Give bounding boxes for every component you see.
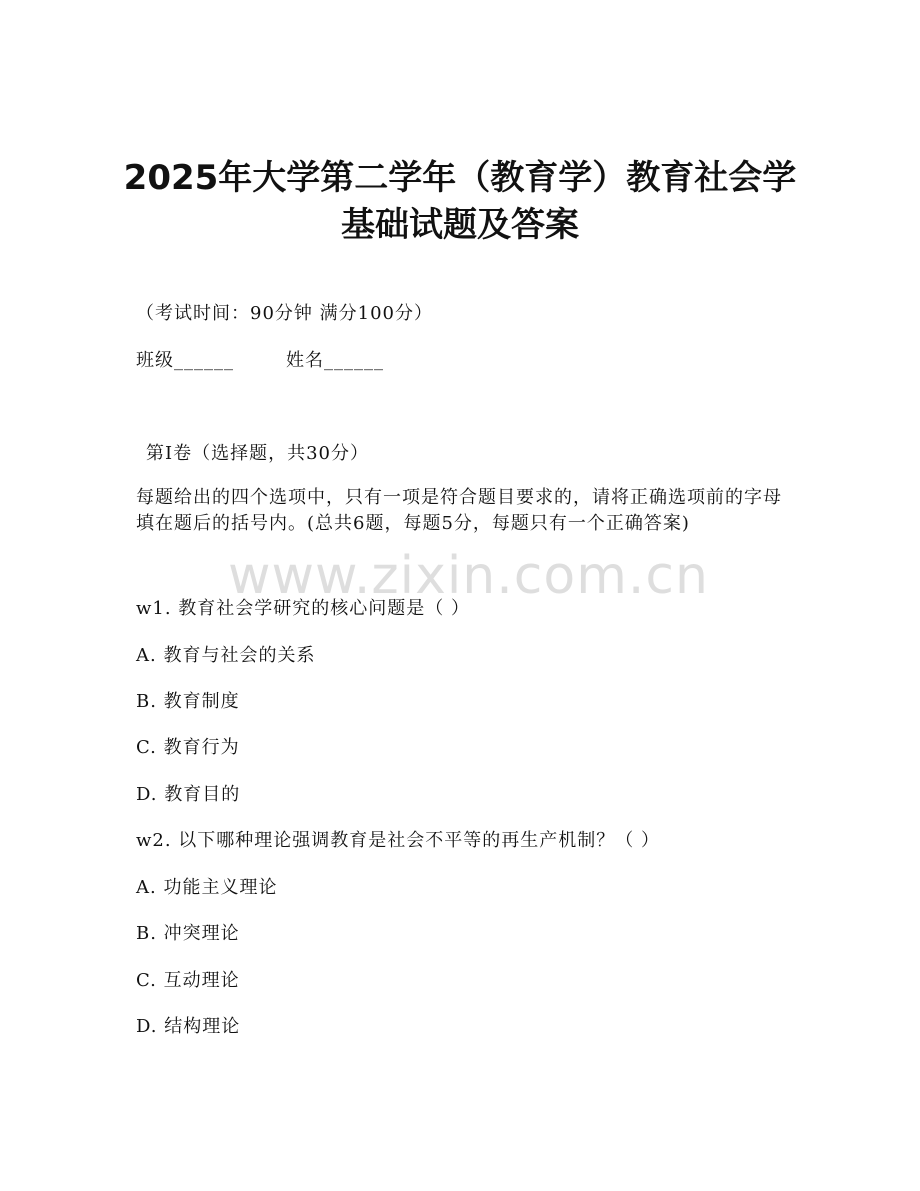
question-1-option-a: A. 教育与社会的关系 [136,645,316,666]
instructions-paragraph: 每题给出的四个选项中，只有一项是符合题目要求的，请将正确选项前的字母填在题后的括号内。(总共6题，每题5分，每题只有一个正确答案) [136,487,782,534]
question-2-option-a: A. 功能主义理论 [136,877,278,898]
document-title-line-2: 基础试题及答案 [341,205,579,245]
exam-meta: （考试时间：90分钟 满分100分） [136,303,433,324]
question-1-option-d: D. 教育目的 [136,784,241,805]
question-2-option-b: B. 冲突理论 [136,923,240,944]
question-2-option-c: C. 互动理论 [136,970,240,991]
question-2-option-d: D. 结构理论 [136,1016,241,1037]
question-2-stem: w2. 以下哪种理论强调教育是社会不平等的再生产机制？（ ） [136,830,661,851]
question-1-stem: w1. 教育社会学研究的核心问题是（ ） [136,598,471,619]
watermark: www.zixin.com.cn [228,546,709,606]
question-1-option-b: B. 教育制度 [136,691,240,712]
question-1-option-c: C. 教育行为 [136,737,240,758]
name-field-label: 姓名______ [286,350,384,371]
class-field-label: 班级______ [136,350,234,371]
section-title: 第Ⅰ卷（选择题，共30分） [146,443,370,464]
class-name-line [136,348,384,374]
document-title-line-1: 2025年大学第二学年（教育学）教育社会学 [123,158,797,198]
